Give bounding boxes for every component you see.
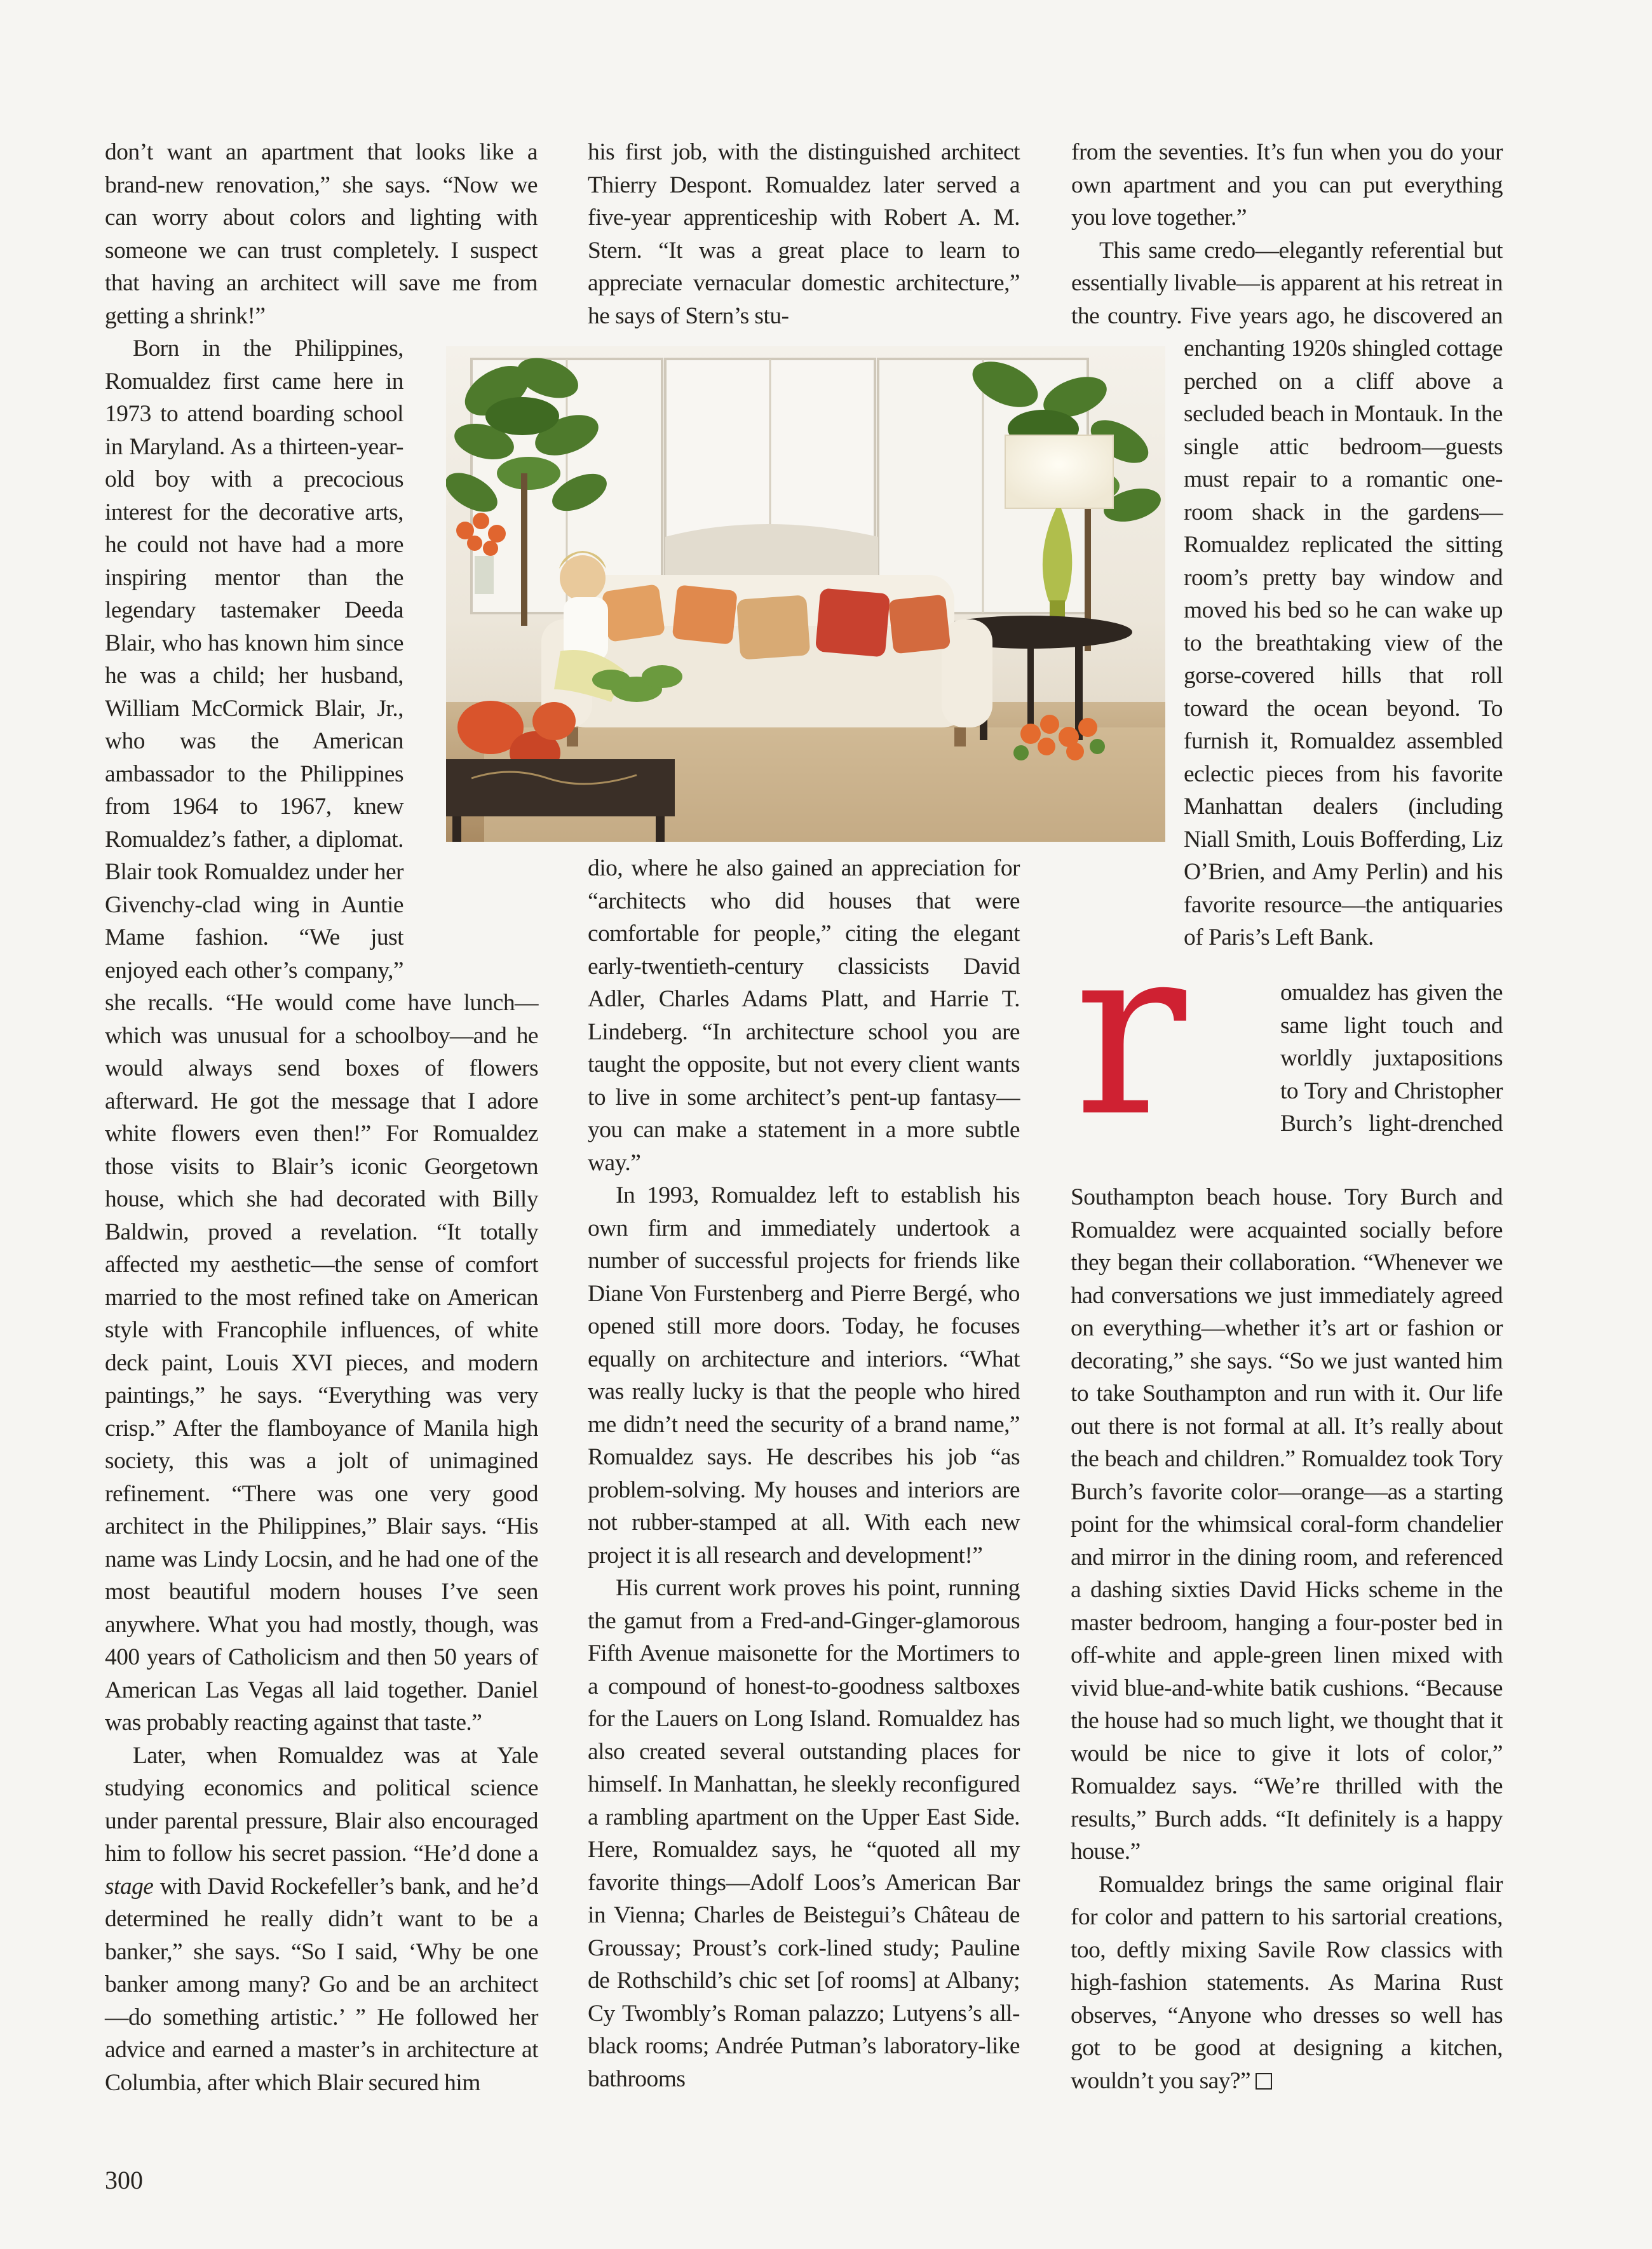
body-paragraph: This same credo—elegantly referential but essentially livable—is apparent at his retreat in the country. Five years ago, he discovered an enchanting 1920s shingled cottage perched on a cliff above a secluded beach in Montauk. In the single attic bedroom—guests must repair to a romantic one-room shack in the gardens—Romualdez replicated the sitting room’s pretty bay window and moved his bed so he can wake up to the breathtaking view of the gorse-covered hills that roll toward the ocean beyond. To furnish it, Romualdez assembled eclectic pieces from his favorite Manhattan dealers (including Niall Smith, Louis Bofferding, Liz O’Brien, and Amy Perlin) and his favorite resource—the antiquaries of Paris’s Left Bank. bbox=[1071, 237, 1503, 950]
body-paragraph: In 1993, Romualdez left to establish his own firm and immediately undertook a number of successful projects for friends like Diane Von Furstenberg and Pierre Bergé, who opened still more doors. Today, he focuses equally on architecture and interiors. “What was really lucky is that the people who hired me didn’t need the security of a brand name,” Romualdez says. He describes his job “as problem-solving. My houses and interiors are not rubber-stamped at all. With each new project it is all research and development!” bbox=[588, 1182, 1020, 1569]
drop-cap-lines bbox=[1280, 976, 1503, 1140]
page-number: 300 bbox=[105, 2166, 143, 2194]
column-2-lower bbox=[588, 852, 1020, 2095]
body-paragraph: his first job, with the distinguished architect Thierry Despont. Romualdez later served a five-year apprenticeship with Robert A. M. Stern. “It was a great place to learn to appreciate vernacular domestic architecture,” he says of Stern’s stu- bbox=[588, 139, 1020, 329]
body-paragraph: Born in the Philippines, Romualdez first came here in 1973 to attend boarding school in Maryland. As a thirteen-year-old boy with a precocious interest for the decorative arts, he could not have had a more inspiring mentor than the legendary tastemaker Deeda Blair, who has known him since he was a child; her husband, William McCormick Blair, Jr., who was the American ambassador to the Philippines from 1964 to 1967, knew Romualdez’s father, a diplomat. Blair took Romualdez under her Givenchy-clad wing in Auntie Mame fashion. “We just enjoyed each other’s company,” she recalls. “He would come have lunch—which was unusual for a schoolboy—and he would always send boxes of flowers afterward. He got the message that I adore white flowers even then!” For Romualdez those visits to Blair’s iconic Georgetown house, which she had decorated with Billy Baldwin, proved a revelation. “It totally affected my aesthetic—the sense of comfort married to the most refined take on American style with Francophile influences, of white deck paint, Louis XVI pieces, and modern paintings,” he says. “Everything was very crisp.” After the flamboyance of Manila high society, this was a jolt of unimagined refinement. “There was one very good architect in the Philippines,” Blair says. “His name was Lindy Locsin, and he had one of the most beautiful modern houses I’ve seen anywhere. What you had mostly, though, was 400 years of Catholicism and then 50 years of American Las Vegas all laid together. Daniel was probably reacting against that taste.” bbox=[105, 335, 538, 1736]
living-room-photo bbox=[446, 346, 1165, 842]
photo-illustration bbox=[446, 346, 1165, 842]
body-paragraph: omualdez has given the same light touch and worldly juxtapositions to Tory and Christopher Burch’s light-drenched bbox=[1280, 980, 1503, 1137]
drop-cap: r bbox=[1074, 895, 1186, 1168]
column-2 bbox=[588, 136, 1020, 2092]
body-paragraph: from the seventies. It’s fun when you do your own apartment and you can put everything you love together.” bbox=[1071, 139, 1503, 231]
body-paragraph: Later, when Romualdez was at Yale studying economics and political science under parental pressure, Blair also encouraged him to follow his secret passion. “He’d done a stage with David Rockefeller’s bank, and he’d determined he really didn’t want to be a banker,” she says. “So I said, ‘Why be one banker among many? Go and be an architect—do something artistic.’ ” He followed her advice and earned a master’s in architecture at Columbia, after which Blair secured him bbox=[105, 1742, 538, 2096]
end-mark-icon bbox=[1256, 2073, 1272, 2090]
drop-cap-block bbox=[1074, 895, 1271, 1215]
body-paragraph: Romualdez brings the same original flair for color and pattern to his sartorial creations, too, deftly mixing Savile Row classics with high-fashion statements. As Marina Rust observes, “Anyone who dresses so well has got to be good at designing a kitchen, wouldn’t you say?” bbox=[1071, 1871, 1503, 2094]
column-3-lower bbox=[1071, 1181, 1503, 2097]
body-paragraph: Southampton beach house. Tory Burch and Romualdez were acquainted socially before they began their collaboration. “Whenever we had conversations we just immediately agreed on everything—whether it’s art or fashion or decorating,” she says. “So we just wanted him to take Southampton and run with it. Our life out there is not formal at all. It’s really about the beach and children.” Romualdez took Tory Burch’s favorite color—orange—as a starting point for the whimsical coral-form chandelier and mirror in the dining room, and referenced a dashing sixties David Hicks scheme in the master bedroom, hanging a four-poster bed in off-white and apple-green linen mixed with vivid blue-and-white batik cushions. “Because the house had so much light, we thought that it would be nice to give it lots of color,” Romualdez says. “We’re thrilled with the results,” Burch adds. “It definitely is a happy house.” bbox=[1071, 1184, 1503, 1865]
body-paragraph: don’t want an apartment that looks like a brand-new renovation,” she says. “Now we can worry about colors and lighting with someone we can trust completely. I suspect that having an architect will save me from getting a shrink!” bbox=[105, 139, 538, 329]
body-paragraph: His current work proves his point, running the gamut from a Fred-and-Ginger-glamorous Fifth Avenue maisonette for the Mortimers to a compound of honest-to-goodness saltboxes for the Lauers on Long Island. Romualdez has also created several outstanding places for himself. In Manhattan, he sleekly reconfigured a rambling apartment on the Upper East Side. Here, Romualdez says, he “quoted all my favorite things—Adolf Loos’s American Bar in Vienna; Charles de Beistegui’s Château de Groussay; Proust’s cork-lined study; Pauline de Rothschild’s chic set [of rooms] at Albany; Cy Twombly’s Roman palazzo; Lutyens’s all-black rooms; Andrée Putman’s laboratory-like bathrooms bbox=[588, 1575, 1020, 2092]
body-paragraph: dio, where he also gained an appreciation for “architects who did houses that were comfortable for people,” citing the elegant early-twentieth-century classicists David Adler, Charles Adams Platt, and Harrie T. Lindeberg. “In architecture school you are taught the opposite, but not every client wants to live in some architect’s pent-up fantasy—you can make a statement in a more subtle way.” bbox=[588, 855, 1020, 1176]
